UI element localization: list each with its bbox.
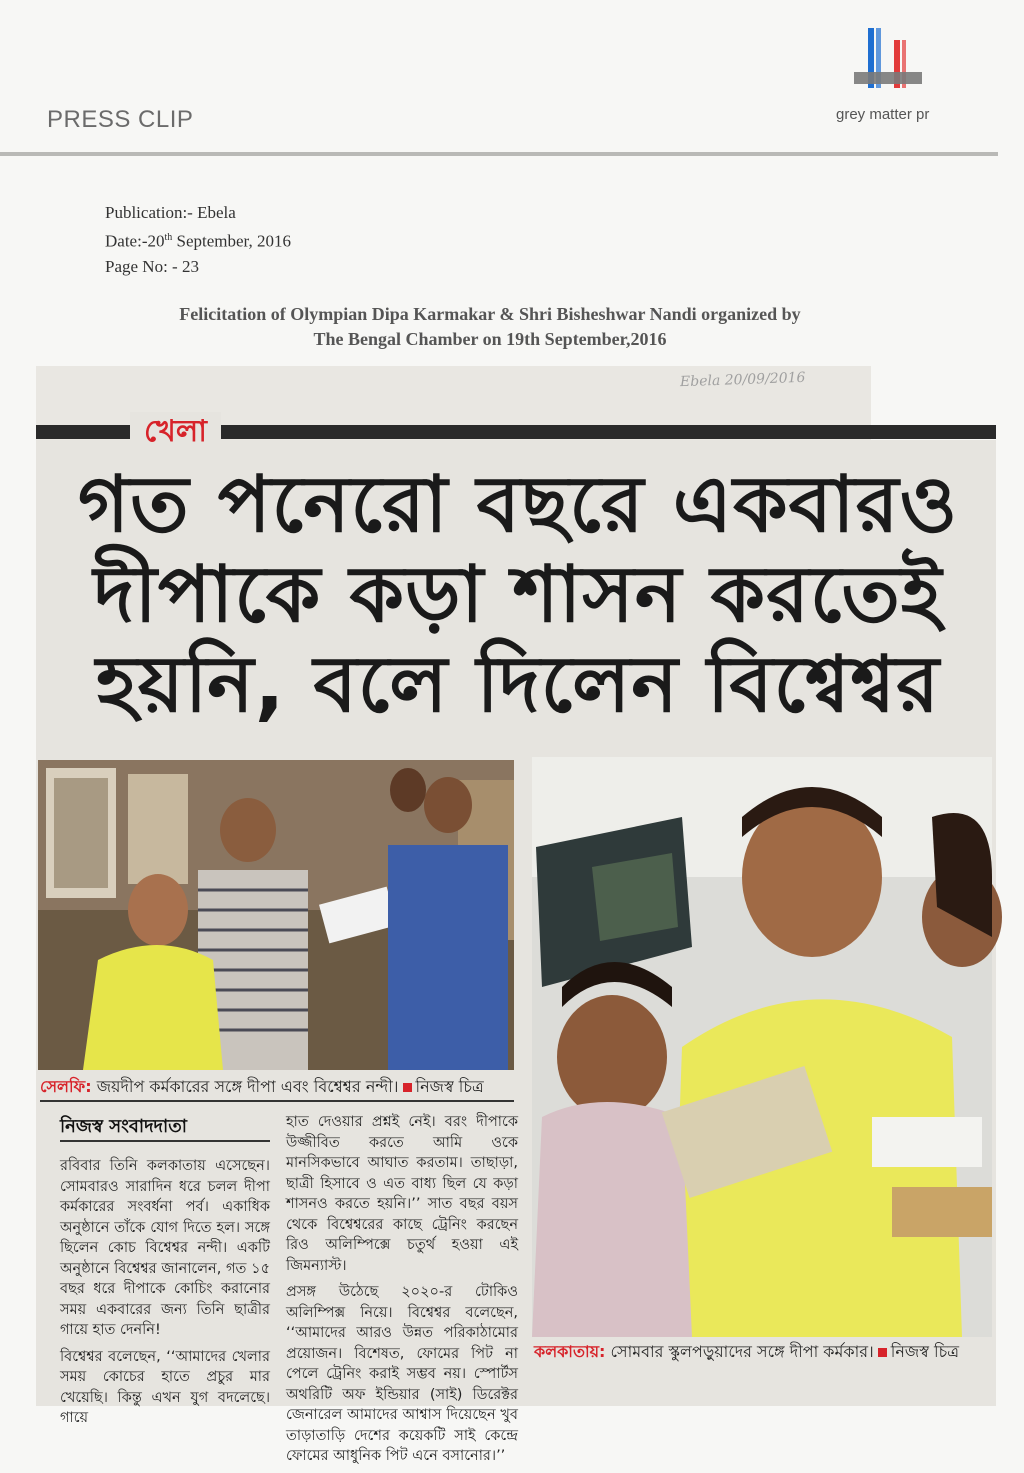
yellow-top <box>83 945 223 1070</box>
article-paragraph: হাত দেওয়ার প্রশ্নই নেই। বরং দীপাকে উজ্জীবিত করতে আমি ওকে মানসিকভাবে আঘাত করতাম। তাছাড়া, ছাত্রী হিসাবে ও এত বাধ্য ছিল যে কড়া শাসনও করতে হয়নি।’’ সাত বছর বয়স থেকে বিশ্বেশ্বরের কাছে ট্রেনিং করছেন রিও অলিম্পিক্সে চতুর্থ হওয়া এই জিমন্যাস্ট। <box>286 1114 518 1274</box>
publication-line: Publication:- Ebela <box>105 203 236 222</box>
page-line: Page No: - 23 <box>105 256 199 276</box>
article-column-left <box>60 1156 270 1435</box>
header-divider <box>0 152 998 156</box>
article-column-middle <box>286 1112 518 1473</box>
blue-shirt <box>388 845 508 1070</box>
students-caption: কলকাতায়: সোমবার স্কুলপড়ুয়াদের সঙ্গে দীপা কর্মকার। নিজস্ব চিত্র <box>534 1342 959 1361</box>
press-clip-label: PRESS CLIP <box>47 106 194 133</box>
student-face <box>557 995 667 1119</box>
event-title: Felicitation of Olympian Dipa Karmakar & Shri Bisheshwar Nandi organized by The Bengal Chamber on 19th September,2016 <box>179 304 801 349</box>
school-uniform <box>532 1102 692 1337</box>
dipa-face <box>128 874 188 946</box>
byline-divider <box>60 1140 270 1142</box>
byline: নিজস্ব সংবাদদাতা <box>60 1116 187 1137</box>
headline <box>48 460 988 730</box>
date-line: Date:-20th September, 2016 <box>105 231 292 251</box>
man-face <box>220 798 276 862</box>
article-paragraph: রবিবার তিনি কলকাতায় এসেছেন। সোমবারও সারাদিন ধরে চলল দীপা কর্মকারের সংবর্ধনা পর্ব। একাধিক অনুষ্ঠানে তাঁকে যোগ দিতে হল। সঙ্গে ছিলেন কোচ বিশ্বেশ্বর নন্দী। একটি অনুষ্ঠানে বিশ্বেশ্বর জানালেন, গত ১৫ বছর ধরে দীপাকে কোচিং করানোর সময় একবারের জন্য তিনি ছাত্রীর গায়ে হাত দেননি! <box>60 1158 270 1338</box>
logo-text: grey matter pr <box>836 106 930 123</box>
students-photo <box>532 757 992 1337</box>
headline-line-1: গত পনেরো বছরে একবারও <box>77 460 958 550</box>
publication-meta <box>105 200 291 279</box>
section-tag: খেলা <box>130 412 221 452</box>
headline-line-3: হয়নি, বলে দিলেন বিশ্বেশ্বর <box>95 640 941 730</box>
logo-grey-bar <box>854 72 922 84</box>
caption-divider <box>40 1100 514 1102</box>
article-paragraph: বিশ্বেশ্বর বলেছেন, ‘‘আমাদের খেলার সময় কোচের হাতে প্রচুর মার খেয়েছি। কিন্তু এখন যুগ বদলেছে। গায়ে <box>60 1348 270 1426</box>
headline-line-2: দীপাকে কড়া শাসন করতেই <box>93 550 943 640</box>
article-paragraph: প্রসঙ্গ উঠেছে ২০২০-র টোকিও অলিম্পিক্স নিয়ে। বিশ্বেশ্বর বলেছেন, ‘‘আমাদের আরও উন্নত পরিকাঠামোর প্রয়োজন। বিশেষত, ফোমের পিট না পেলে ট্রেনিং করাই সম্ভব নয়। স্পোর্টস অথরিটি অফ ইন্ডিয়ার (সাই) ডিরেক্টর জেনারেল আমাদের আশ্বাস দিয়েছেন খুব তাড়াতাড়ি দেশের কয়েকটি সাই কেন্দ্রে ফোমের আধুনিক পিট এনে বসানোর।’’ <box>286 1284 518 1464</box>
handwritten-note: Ebela 20/09/2016 <box>679 369 806 391</box>
selfie-photo <box>38 760 514 1070</box>
selfie-caption: সেলফি: জয়দীপ কর্মকারের সঙ্গে দীপা এবং বিশ্বেশ্বর নন্দী। নিজস্ব চিত্র <box>40 1077 484 1096</box>
